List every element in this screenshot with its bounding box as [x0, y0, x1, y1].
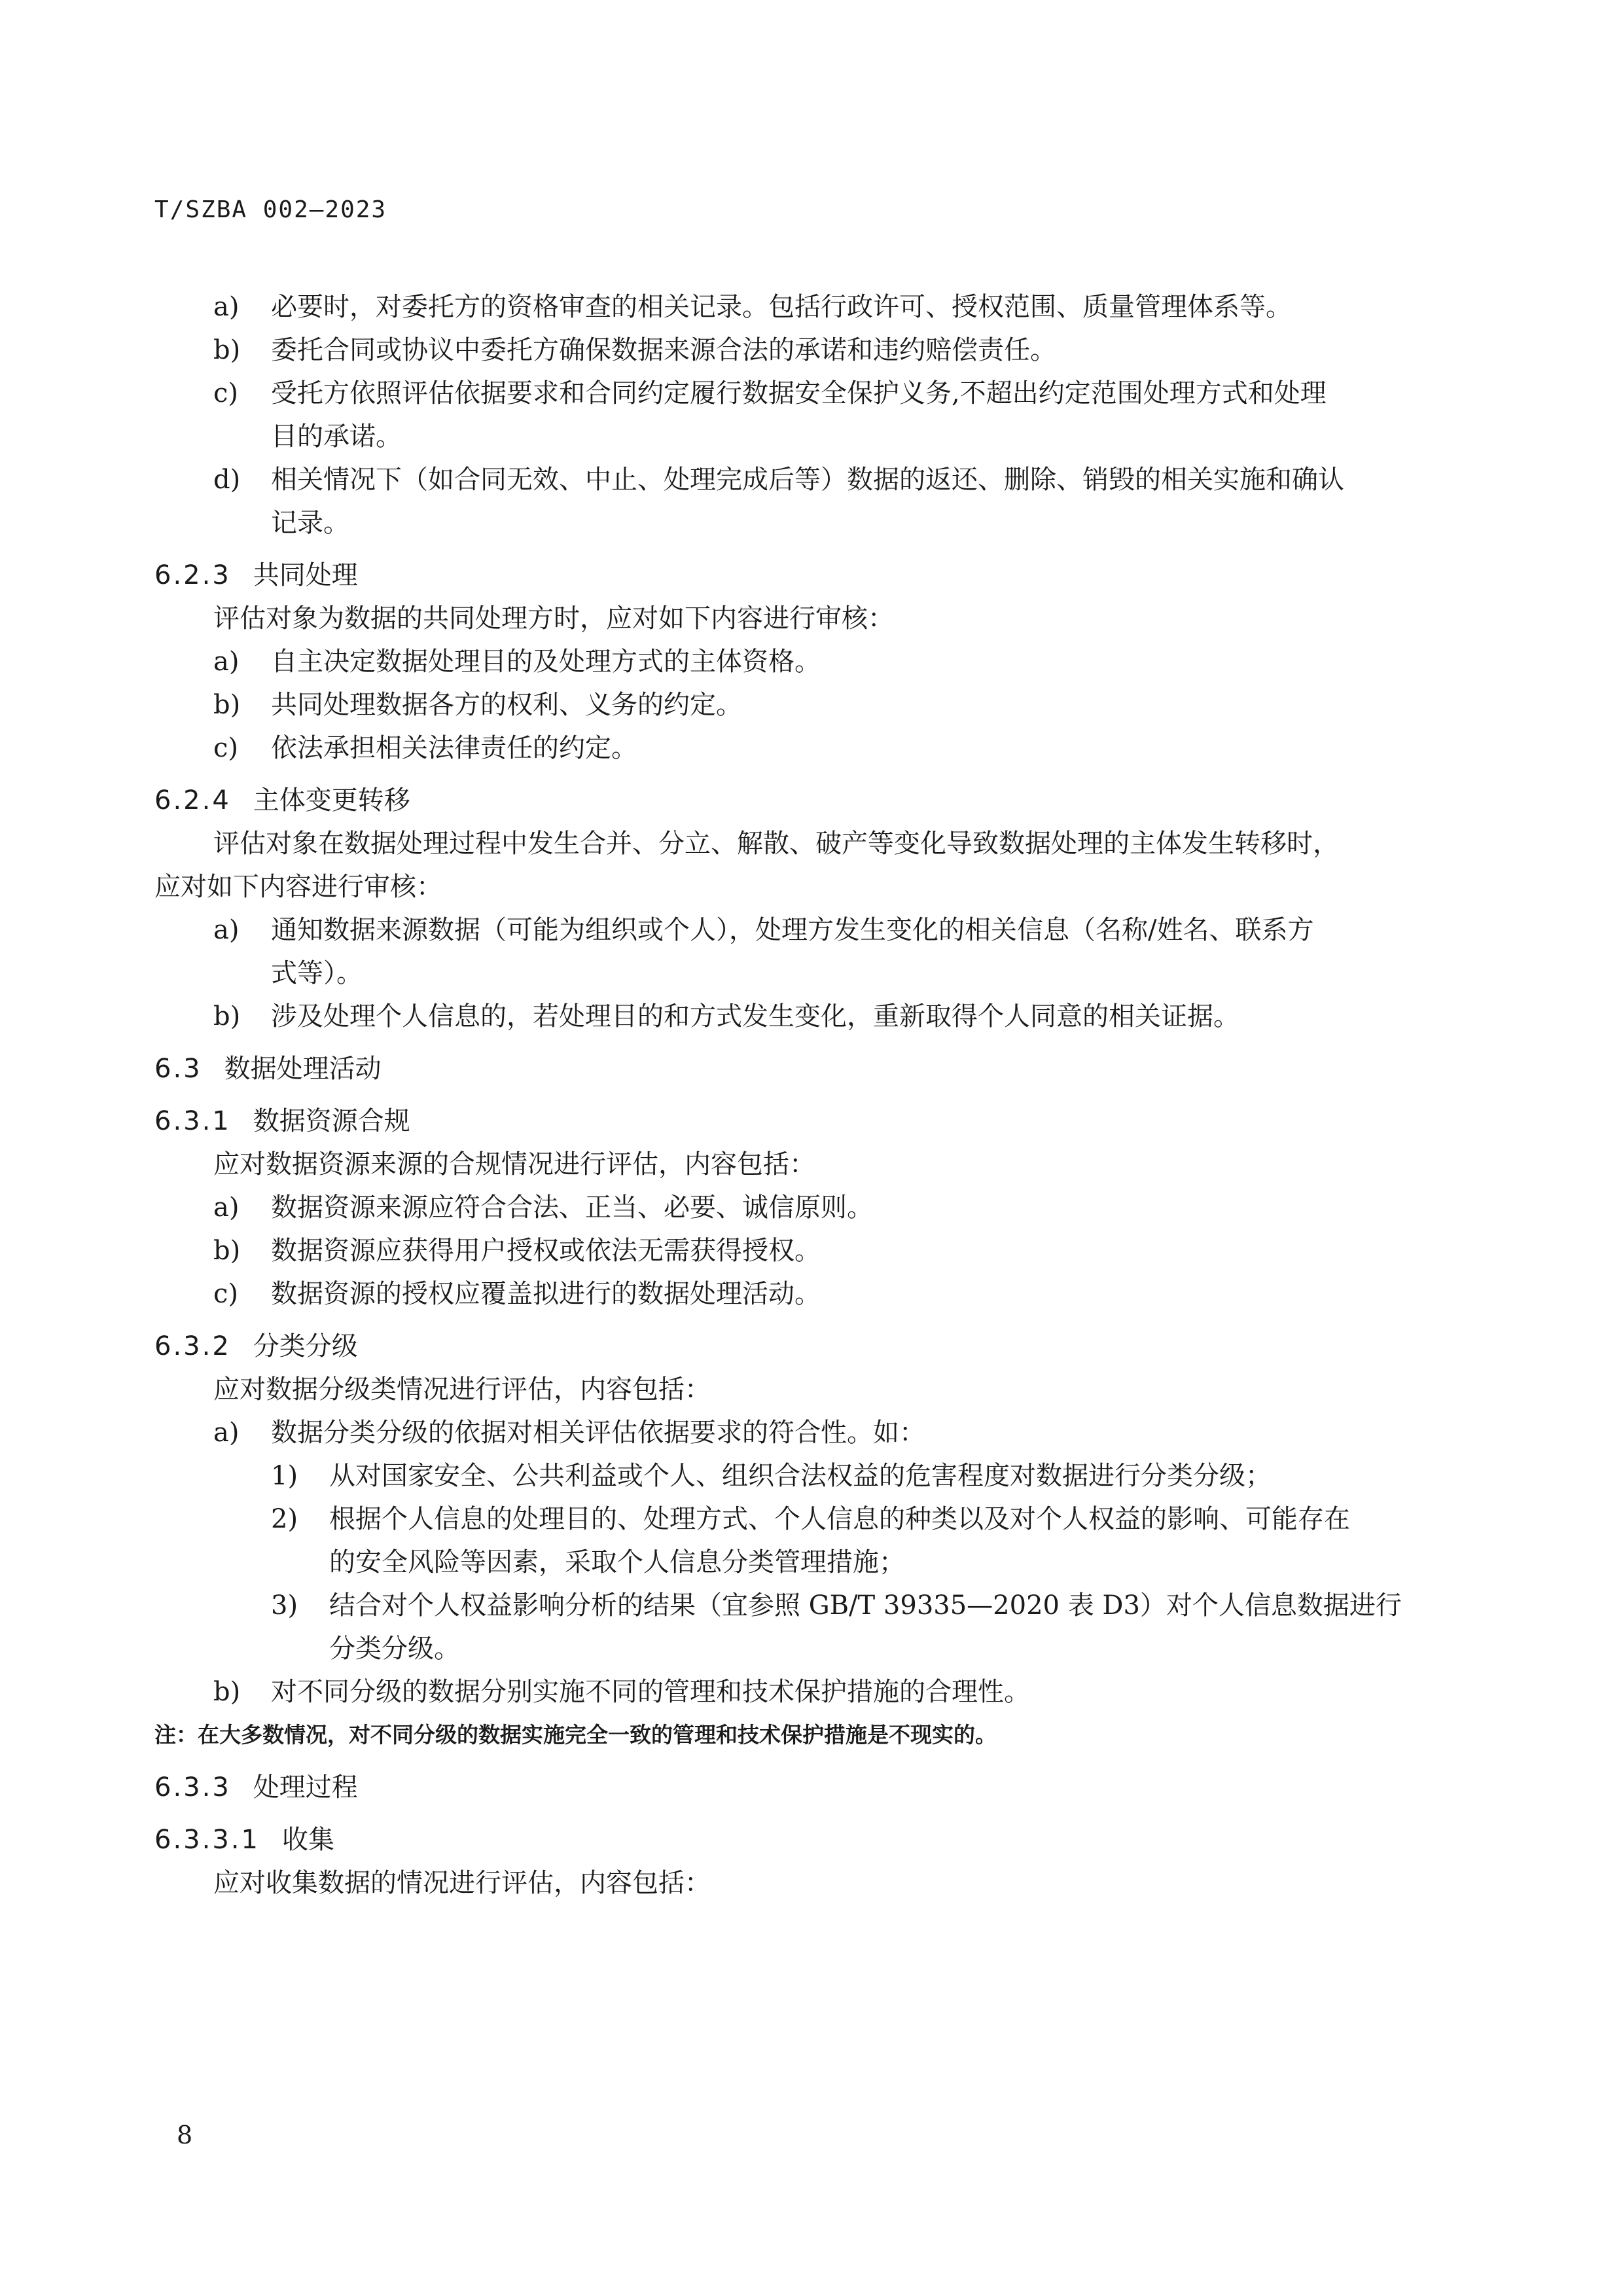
list-marker: a) [213, 292, 240, 322]
list-marker: b) [213, 1001, 241, 1031]
list-item [154, 458, 1463, 501]
sub-list-item-continuation: 的安全风险等因素，采取个人信息分类管理措施； [329, 1547, 905, 1577]
list-item [154, 1411, 1463, 1454]
sub-list-marker: 1) [271, 1461, 298, 1491]
list-marker: a) [213, 1418, 240, 1448]
list-item-text: 数据资源来源应符合合法、正当、必要、诚信原则。 [271, 1193, 873, 1223]
list-item-text: 对不同分级的数据分别实施不同的管理和技术保护措施的合理性。 [271, 1677, 1030, 1707]
list-item-text: 数据资源的授权应覆盖拟进行的数据处理活动。 [271, 1279, 821, 1309]
list-item-text: 受托方依照评估依据要求和合同约定履行数据安全保护义务,不超出约定范围处理方式和处理 [271, 378, 1327, 408]
section-heading [154, 1766, 1463, 1809]
list-marker: c) [213, 378, 239, 408]
section-number: 6.2.3 [154, 560, 231, 590]
list-marker: d) [213, 465, 241, 495]
list-item [154, 1272, 1463, 1316]
note: 注：在大多数情况，对不同分级的数据实施完全一致的管理和技术保护措施是不现实的。 [154, 1722, 997, 1748]
sub-list-item-text: 结合对个人权益影响分析的结果（宜参照 GB/T 39335—2020 表 D3）对个人信息数据进行 [329, 1590, 1402, 1621]
paragraph: 应对收集数据的情况进行评估，内容包括： [213, 1868, 711, 1898]
section-number: 6.3.2 [154, 1331, 231, 1361]
list-item-continuation: 记录。 [271, 508, 349, 538]
sub-list-item-text: 根据个人信息的处理目的、处理方式、个人信息的种类以及对个人权益的影响、可能存在 [329, 1504, 1350, 1534]
list-item-text: 数据资源应获得用户授权或依法无需获得授权。 [271, 1236, 821, 1266]
sub-list-marker: 3) [271, 1590, 298, 1621]
list-item-text: 通知数据来源数据（可能为组织或个人），处理方发生变化的相关信息（名称/姓名、联系方 [271, 915, 1314, 945]
list-item [154, 372, 1463, 415]
sub-list-item [154, 1584, 1463, 1627]
section-title: 共同处理 [253, 560, 358, 590]
paragraph: 评估对象在数据处理过程中发生合并、分立、解散、破产等变化导致数据处理的主体发生转移时， [213, 829, 1339, 859]
section-number: 6.3.3 [154, 1772, 231, 1803]
sub-list-marker: 2) [271, 1504, 298, 1534]
list-item [154, 683, 1463, 726]
section-title: 主体变更转移 [253, 785, 410, 816]
list-item [154, 995, 1463, 1038]
document-id-header: T/SZBA 002—2023 [154, 196, 387, 223]
list-marker: c) [213, 1279, 239, 1309]
list-item-text: 涉及处理个人信息的，若处理目的和方式发生变化，重新取得个人同意的相关证据。 [271, 1001, 1240, 1031]
list-item [154, 1186, 1463, 1229]
section-heading [154, 1047, 1463, 1090]
list-marker: b) [213, 335, 241, 365]
list-marker: a) [213, 647, 240, 677]
section-title: 数据处理活动 [224, 1054, 382, 1084]
list-item [154, 640, 1463, 683]
paragraph: 评估对象为数据的共同处理方时，应对如下内容进行审核： [213, 603, 894, 634]
section-title: 数据资源合规 [253, 1106, 410, 1136]
list-item [154, 726, 1463, 770]
section-heading [154, 1100, 1463, 1143]
section-title: 处理过程 [253, 1772, 358, 1803]
sub-list-item-text: 从对国家安全、公共利益或个人、组织合法权益的危害程度对数据进行分类分级； [329, 1461, 1272, 1491]
sub-list-item [154, 1498, 1463, 1541]
list-item-text: 依法承担相关法律责任的约定。 [271, 733, 637, 763]
section-number: 6.2.4 [154, 785, 231, 816]
list-item-text: 委托合同或协议中委托方确保数据来源合法的承诺和违约赔偿责任。 [271, 335, 1056, 365]
list-marker: b) [213, 1677, 241, 1707]
list-item [154, 1229, 1463, 1272]
list-marker: a) [213, 915, 240, 945]
list-item-text: 必要时，对委托方的资格审查的相关记录。包括行政许可、授权范围、质量管理体系等。 [271, 292, 1292, 322]
list-item-text: 共同处理数据各方的权利、义务的约定。 [271, 690, 742, 720]
list-marker: a) [213, 1193, 240, 1223]
section-heading [154, 1818, 1463, 1861]
section-title: 分类分级 [253, 1331, 358, 1361]
section-heading [154, 779, 1463, 822]
list-item-continuation: 式等）。 [271, 958, 363, 988]
list-item-continuation: 目的承诺。 [271, 422, 402, 452]
paragraph-continuation: 应对如下内容进行审核： [154, 872, 442, 902]
paragraph: 应对数据分级类情况进行评估，内容包括： [213, 1374, 711, 1405]
list-item [154, 908, 1463, 952]
section-number: 6.3.3.1 [154, 1825, 260, 1855]
page-number: 8 [177, 2121, 193, 2149]
list-item [154, 329, 1463, 372]
list-item-text: 数据分类分级的依据对相关评估依据要求的符合性。如： [271, 1418, 925, 1448]
list-item-text: 相关情况下（如合同无效、中止、处理完成后等）数据的返还、删除、销毁的相关实施和确认 [271, 465, 1344, 495]
list-item-text: 自主决定数据处理目的及处理方式的主体资格。 [271, 647, 821, 677]
list-item [154, 285, 1463, 329]
list-marker: b) [213, 1236, 241, 1266]
section-title: 收集 [281, 1825, 334, 1855]
section-heading [154, 1325, 1463, 1368]
document-body [154, 285, 1463, 1905]
sub-list-item-continuation: 分类分级。 [329, 1634, 460, 1664]
list-marker: c) [213, 733, 239, 763]
section-heading [154, 554, 1463, 597]
section-number: 6.3 [154, 1054, 202, 1084]
section-number: 6.3.1 [154, 1106, 231, 1136]
sub-list-item [154, 1454, 1463, 1498]
list-item [154, 1670, 1463, 1713]
list-marker: b) [213, 690, 241, 720]
paragraph: 应对数据资源来源的合规情况进行评估，内容包括： [213, 1149, 815, 1179]
